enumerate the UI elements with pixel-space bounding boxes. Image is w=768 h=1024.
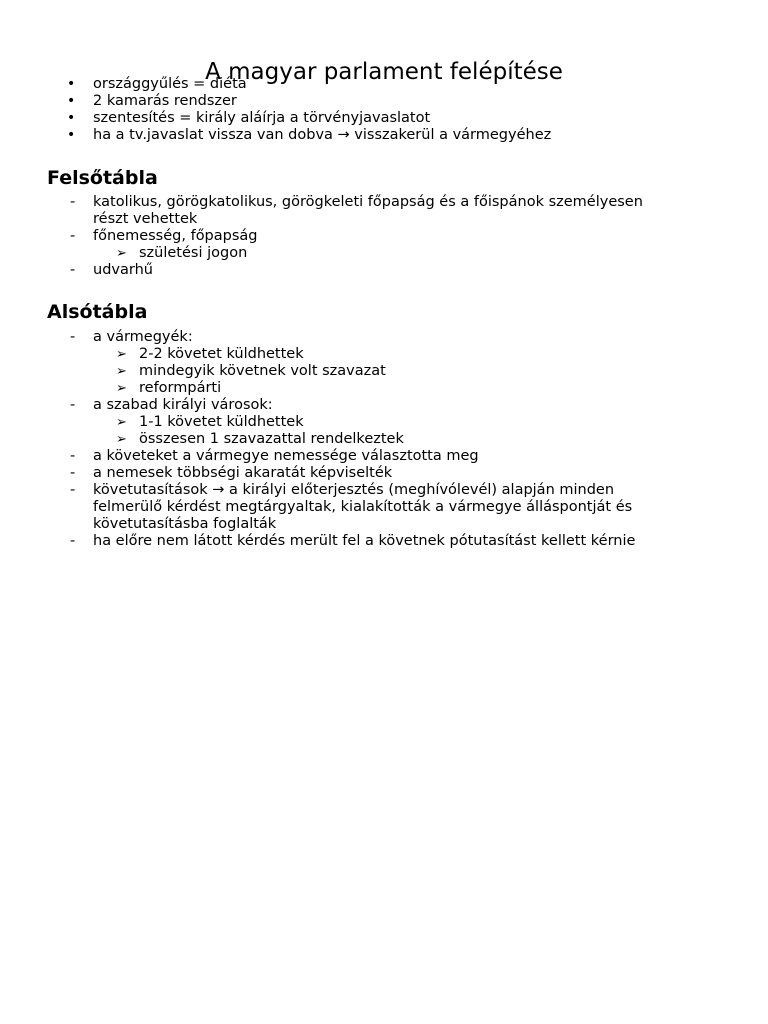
- bullet-marker: •: [67, 93, 76, 109]
- list-item-text: a szabad királyi városok:: [93, 397, 273, 413]
- dash-marker: -: [70, 262, 76, 278]
- list-item-text: mindegyik követnek volt szavazat: [139, 363, 386, 379]
- list-item-text: katolikus, görögkatolikus, görögkeleti főpapság és a főispánok személyesen: [93, 194, 643, 210]
- arrow-bullet-icon: ➢: [116, 246, 127, 261]
- arrow-bullet-icon: ➢: [116, 432, 127, 447]
- list-item-text: ha a tv.javaslat vissza van dobva → visszakerül a vármegyéhez: [93, 127, 552, 143]
- page-title: A magyar parlament felépítése: [205, 59, 563, 86]
- dash-marker: -: [70, 465, 76, 481]
- bullet-marker: •: [67, 76, 76, 92]
- list-item-text: ha előre nem látott kérdés merült fel a követnek pótutasítást kellett kérnie: [93, 533, 636, 549]
- list-item-text: főnemesség, főpapság: [93, 228, 258, 244]
- list-item-text: 1-1 követet küldhettek: [139, 414, 304, 430]
- arrow-bullet-icon: ➢: [116, 364, 127, 379]
- list-item-text: 2-2 követet küldhettek: [139, 346, 304, 362]
- arrow-bullet-icon: ➢: [116, 381, 127, 396]
- dash-marker: -: [70, 228, 76, 244]
- list-item-text: 2 kamarás rendszer: [93, 93, 237, 109]
- arrow-bullet-icon: ➢: [116, 347, 127, 362]
- list-item-text: felmerülő kérdést megtárgyaltak, kialakították a vármegye álláspontját és: [93, 499, 633, 515]
- list-item-text: részt vehettek: [93, 211, 198, 227]
- list-item-text: követutasításba foglalták: [93, 516, 277, 532]
- dash-marker: -: [70, 194, 76, 210]
- list-item-text: reformpárti: [139, 380, 222, 396]
- dash-marker: -: [70, 482, 76, 498]
- list-item-text: összesen 1 szavazattal rendelkeztek: [139, 431, 404, 447]
- dash-marker: -: [70, 533, 76, 549]
- bullet-marker: •: [67, 110, 76, 126]
- heading-alsotabla: Alsótábla: [47, 301, 148, 323]
- dash-marker: -: [70, 329, 76, 345]
- list-item-text: követutasítások → a királyi előterjesztés (meghívólevél) alapján minden: [93, 482, 615, 498]
- list-item-text: udvarhű: [93, 262, 153, 278]
- list-item-text: szentesítés = király aláírja a törvényjavaslatot: [93, 110, 431, 126]
- list-item-text: a követeket a vármegye nemessége választotta meg: [93, 448, 479, 464]
- arrow-bullet-icon: ➢: [116, 415, 127, 430]
- bullet-marker: •: [67, 127, 76, 143]
- list-item-text: a vármegyék:: [93, 329, 193, 345]
- dash-marker: -: [70, 397, 76, 413]
- dash-marker: -: [70, 448, 76, 464]
- list-item-text: országgyűlés = diéta: [93, 76, 247, 92]
- list-item-text: születési jogon: [139, 245, 248, 261]
- list-item-text: a nemesek többségi akaratát képviselték: [93, 465, 393, 481]
- heading-felsotabla: Felsőtábla: [47, 167, 158, 189]
